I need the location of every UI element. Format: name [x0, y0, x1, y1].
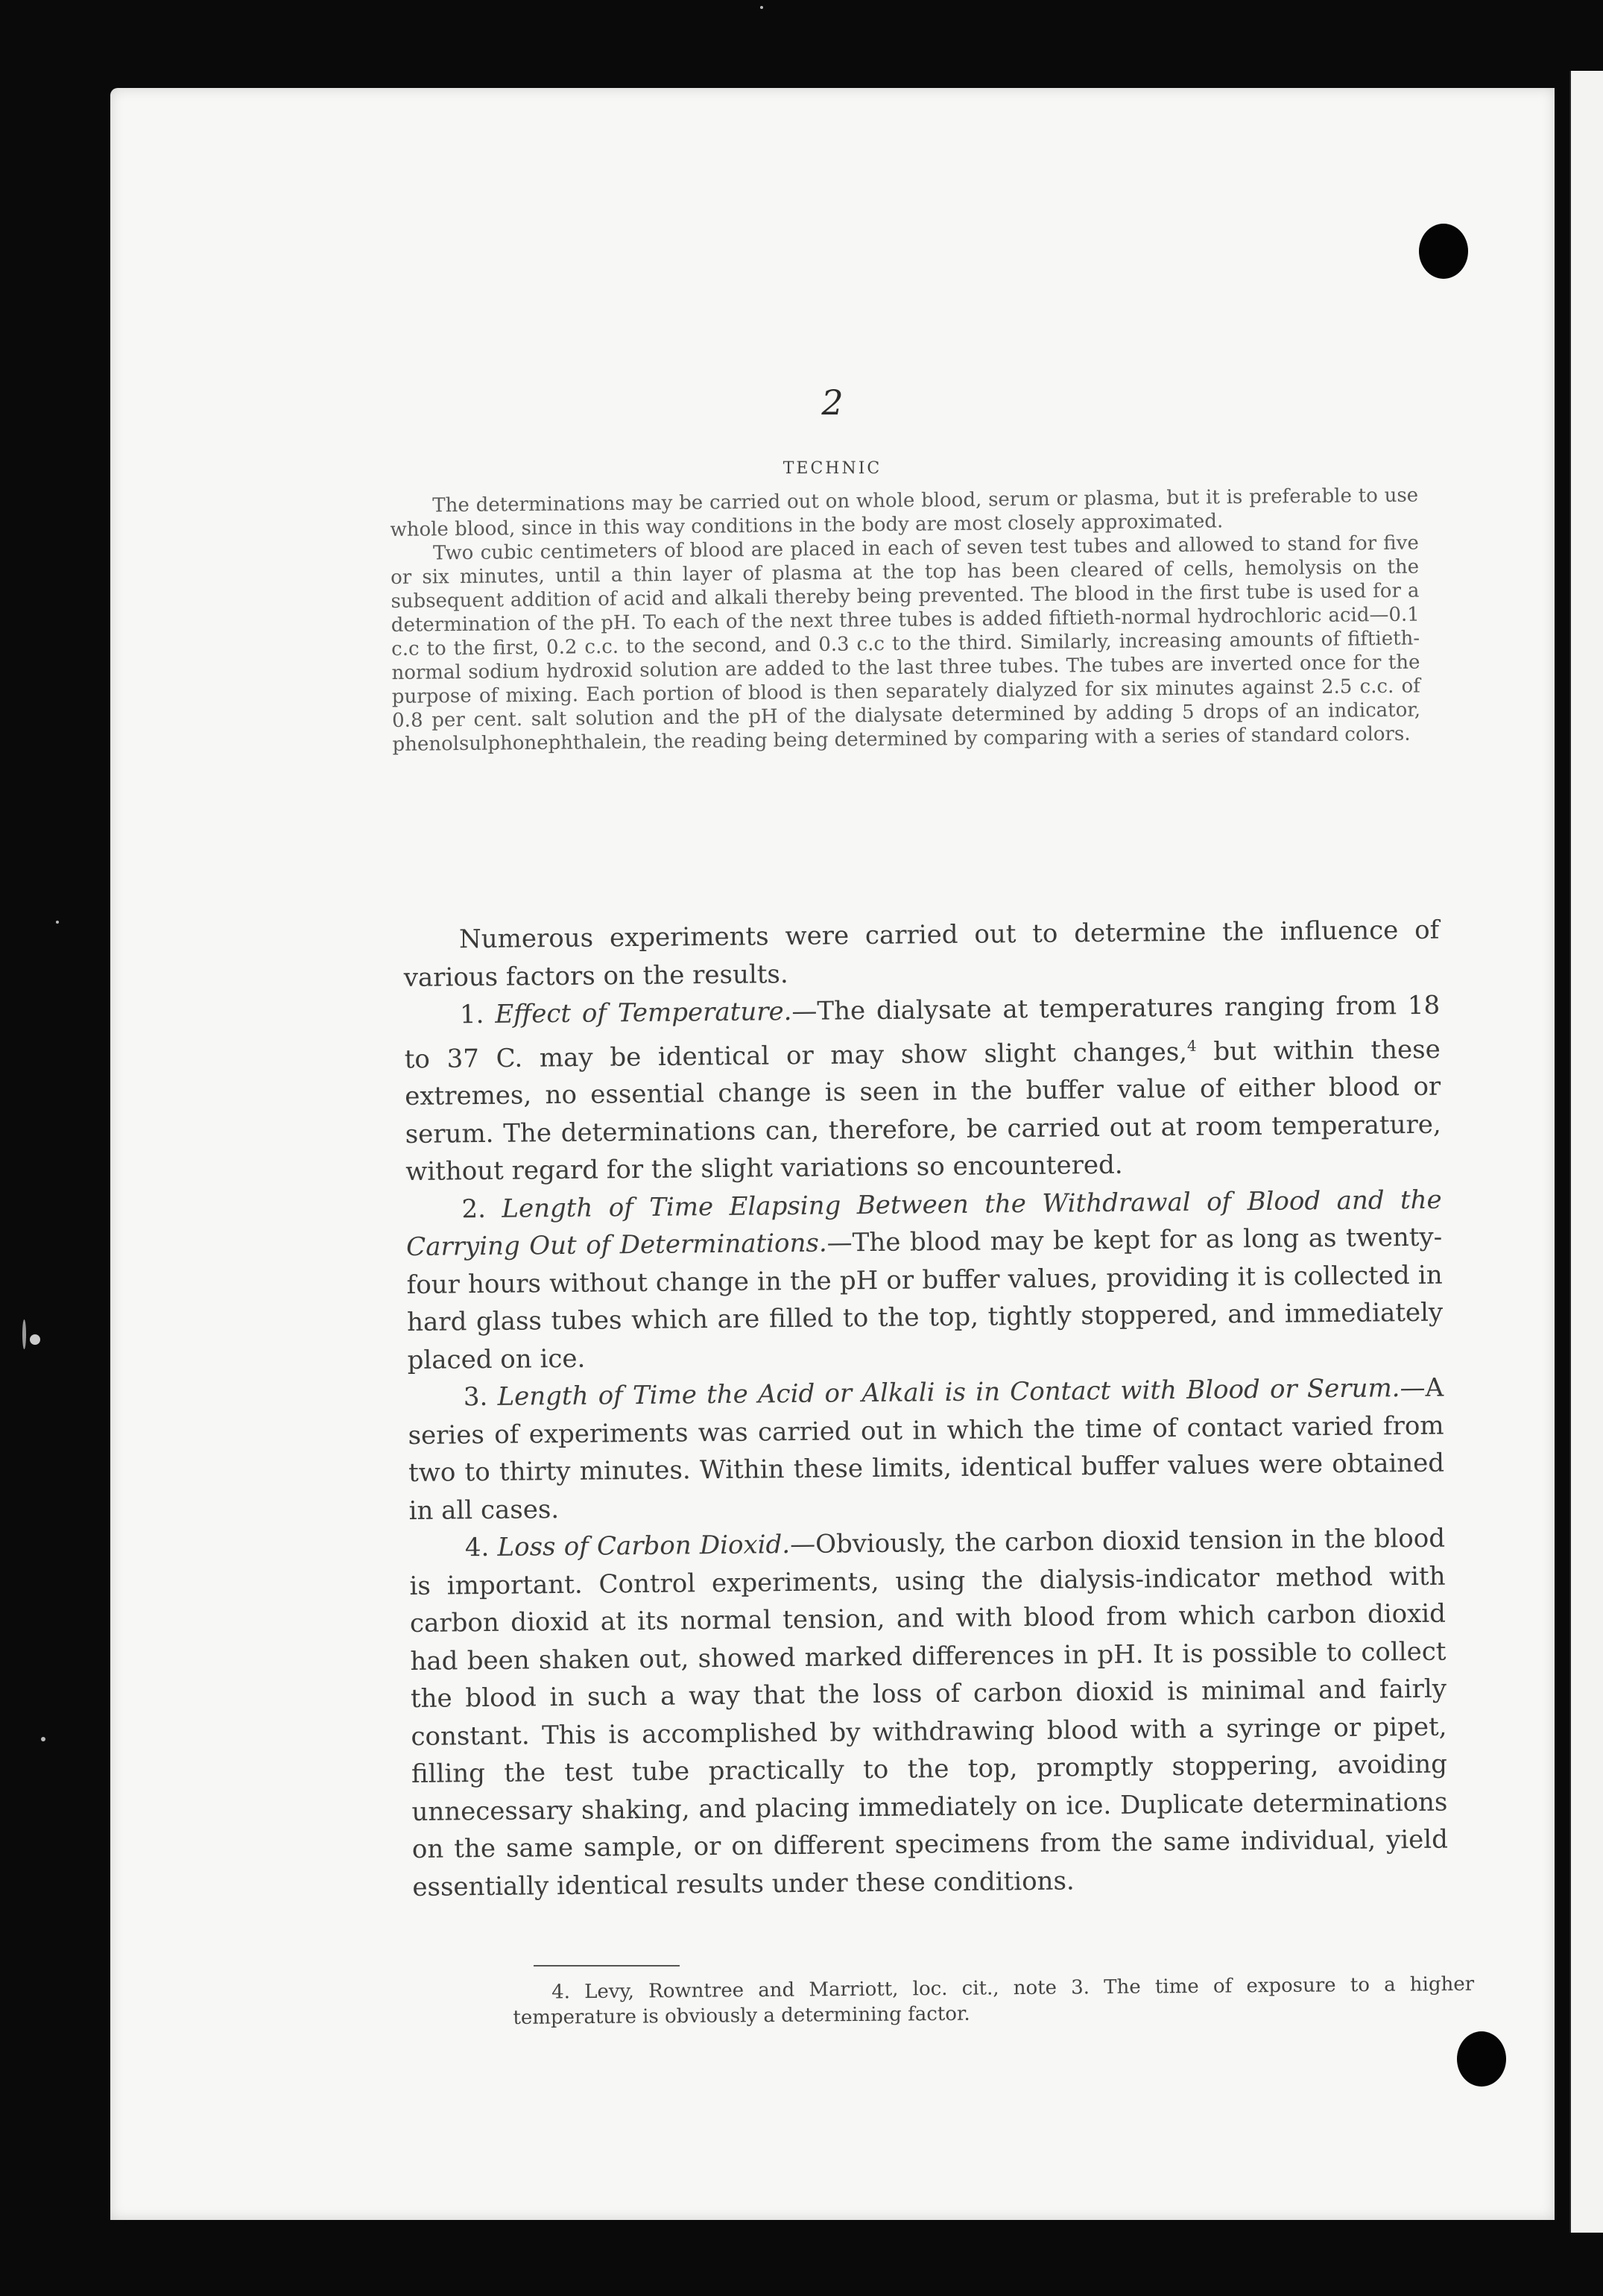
technic-paragraph-2: Two cubic centimeters of blood are placed in each of seven test tubes and allowed to stand for five or six minutes, until a thin layer of plasma at the top has been cleared of cells, hemolysis on the subsequent addition of acid and alkali thereby being prevented. The blood in the first tube is used for a determination of the pH. To each of the next three tubes is added fiftieth-normal hydrochloric acid—0.1 c.c to the first, 0.2 c.c. to the second, and 0.3 c.c to the third. Similarly, increasing amounts of fiftieth-normal sodium hydroxid solution are added to the last three tubes. The tubes are inverted once for the purpose of mixing. Each portion of blood is then separately dialyzed for six minutes against 2.5 c.c. of 0.8 per cent. salt solution and the pH of the dialysate determined by adding 5 drops of an indicator, phenolsulphonephthalein, the reading being determined by comparing with a series of standard colors.	[391, 532, 1421, 756]
section-heading: TECHNIC	[782, 459, 882, 478]
factor-text: —The dialysate at temperatures ranging from 18 to 37 C. may be identical or may show slight changes,	[404, 990, 1441, 1074]
factor-number: 1.	[459, 999, 484, 1030]
factor-title: Loss of Carbon Dioxid.	[497, 1530, 791, 1563]
factor-title: Length of Time the Acid or Alkali is in Contact with Blood or Serum.	[497, 1373, 1400, 1413]
factor-item-3	[408, 1369, 1445, 1530]
adjacent-page-edge	[1569, 71, 1603, 2233]
punch-hole-bottom	[1457, 2031, 1506, 2087]
scan-speck	[30, 1334, 40, 1345]
factor-number: 2.	[461, 1193, 487, 1225]
scan-speck	[760, 6, 763, 9]
page-number: 2	[821, 382, 844, 423]
factor-text: —The blood may be kept for as long as twenty-four hours without change in the pH or buffer values, providing it is collected in hard glass tubes which are filled to the top, tightly stoppered, and immediately placed on ice.	[406, 1222, 1444, 1375]
factor-item-4	[409, 1520, 1449, 1906]
factor-text: —Obviously, the carbon dioxid tension in the blood is important. Control experiments, using the dialysis-indicator method with carbon dioxid at its normal tension, and with blood from which carbon dioxid had been shaken out, showed marked differences in pH. It is possible to collect the blood in such a way that the loss of carbon dioxid is minimal and fairly constant. This is accomplished by withdrawing blood with a syringe or pipet, filling the test tube practically to the top, promptly stoppering, avoiding unnecessary shaking, and placing immediately on ice. Duplicate determinations on the same sample, or on different specimens from the same individual, yield essentially identical results under these conditions.	[409, 1523, 1449, 1902]
factor-title: Effect of Temperature.	[495, 997, 792, 1029]
factor-number: 4.	[464, 1533, 490, 1563]
scan-speck	[56, 921, 59, 924]
footnote-text: 4. Levy, Rowntree and Marriott, loc. cit., note 3. The time of exposure to a higher temperature is obviously a determining factor.	[513, 1972, 1475, 2029]
document-page	[110, 88, 1555, 2220]
scan-speck	[22, 1319, 26, 1349]
factor-item-2	[405, 1181, 1443, 1379]
punch-hole-top	[1419, 224, 1468, 279]
scan-speck	[41, 1737, 45, 1741]
technic-text	[390, 484, 1421, 757]
technic-paragraph-1: The determinations may be carried out on whole blood, serum or plasma, but it is preferable to use whole blood, since in this way conditions in the body are most closely approximated.	[390, 484, 1419, 541]
factor-number: 3.	[463, 1382, 488, 1413]
factor-text: but within these extremes, no essential change is seen in the buffer value of either blood or serum. The determinations can, therefore, be carried out at room temperature, without regard for the slight variations so encountered.	[405, 1034, 1441, 1188]
factor-text: —A series of experiments was carried out in which the time of contact varied from two to thirty minutes. Within these limits, identical buffer values were obtained in all cases.	[408, 1372, 1445, 1526]
factor-item-1	[404, 987, 1441, 1191]
footnote	[513, 1972, 1475, 2031]
footnote-reference: 4	[1186, 1036, 1197, 1055]
footnote-divider	[534, 1965, 680, 1967]
factor-title: Length of Time Elapsing Between the Withdrawal of Blood and the Carrying Out of Determinations.	[406, 1185, 1442, 1263]
main-text	[403, 912, 1449, 1907]
intro-paragraph: Numerous experiments were carried out to determine the influence of various factors on the results.	[403, 915, 1440, 993]
